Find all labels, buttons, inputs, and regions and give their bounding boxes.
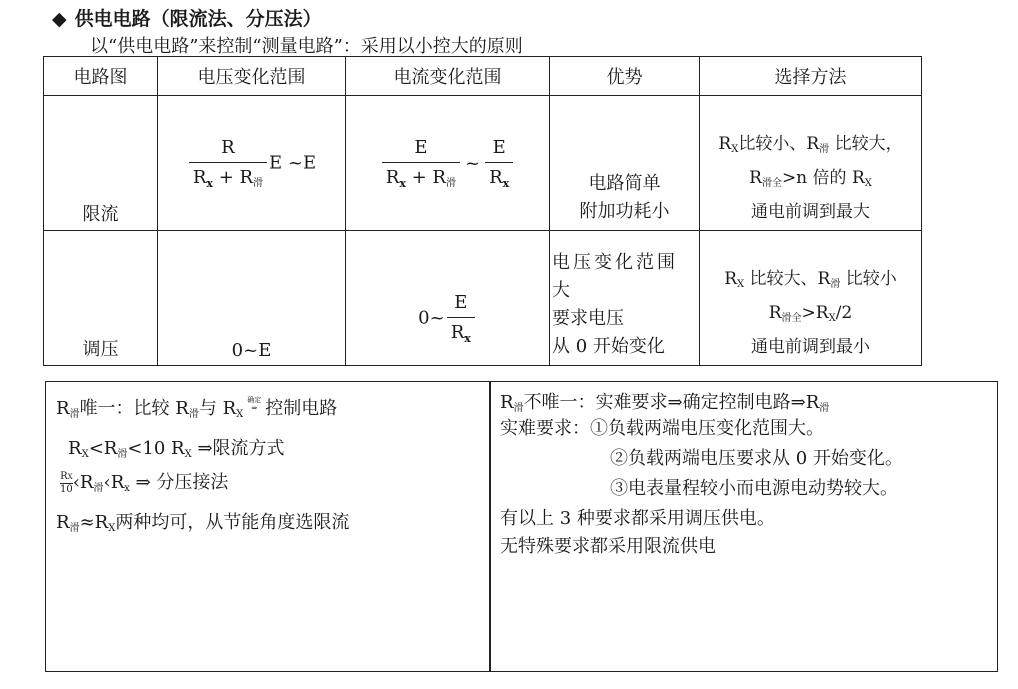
non-unique-rheostat-box [489, 381, 998, 672]
left-box-line-1: $R_滑$唯一：比较 $R_滑$与 $R_X$确定 ⇒ 控制电路 [56, 396, 338, 420]
right-box-line-4: ③电表量程较小而电源电动势较大。 [610, 478, 898, 499]
left-box-line-4: $R_滑\approx R_X$两种均可，从节能角度选限流 [56, 512, 350, 534]
fraction: $\frac{E}{R_x}$ [485, 137, 513, 190]
table-row-voltage-divider [44, 231, 922, 366]
fraction: $\frac{E}{R_x + R_滑}$ [382, 137, 460, 190]
right-box-line-3: ②负载两端电压要求从 0 开始变化。 [610, 448, 903, 469]
row-label: 限流 [44, 96, 158, 231]
determine-arrow-icon: 确定 ⇒ [247, 396, 262, 412]
section-heading [52, 4, 322, 31]
subtitle: 以“供电电路”来控制“测量电路”：采用以小控大的原则 [90, 36, 523, 57]
left-box-line-2: $R_X<R_滑<10$ $R_X$ ⇒限流方式 [68, 438, 285, 460]
voltage-range-formula: $\frac{R}{R_x + R_滑}$ E ~E [158, 96, 346, 231]
selection-cell: $R_X$比较小、$R_滑$ 比较大， $R_{滑全}>n$ 倍的 $R_X$ 通电前调到最大 [700, 96, 922, 231]
comparison-table [43, 56, 922, 366]
fraction: $\frac{E}{R_x}$ [447, 292, 475, 345]
selection-cell: $R_X$ 比较大、$R_滑$ 比较小 $R_{滑全}>R_X/2$ 通电前调到最小 [700, 231, 922, 366]
heading-title: 供电电路（限流法、分压法） [74, 8, 322, 30]
right-box-line-6: 无特殊要求都采用限流供电 [500, 536, 716, 557]
current-range-formula: 0~ $\frac{E}{R_x}$ [346, 231, 550, 366]
voltage-range-formula: 0~E [158, 231, 346, 366]
fraction: $\frac{R}{R_x + R_滑}$ [189, 137, 267, 190]
header-voltage-range: 电压变化范围 [158, 57, 346, 96]
left-box-line-3: $\frac{RX}{10}$ $‹R_滑‹R_x$ ⇒ 分压接法 [60, 471, 229, 495]
row-label: 调压 [44, 231, 158, 366]
current-range-formula: $\frac{E}{R_x + R_滑}$ ~ $\frac{E}{R_x}$ [346, 96, 550, 231]
advantage-cell: 电压变化范围大 要求电压 从 0 开始变化 [550, 231, 700, 366]
unique-rheostat-box [45, 381, 491, 672]
table-row-current-limit [44, 96, 922, 231]
right-box-line-1: $R_滑$不唯一：实难要求⇒确定控制电路$\Rightarrow R_滑$ [500, 392, 830, 414]
advantage-cell: 电路简单 附加功耗小 [550, 96, 700, 231]
header-advantage: 优势 [550, 57, 700, 96]
right-box-line-5: 有以上 3 种要求都采用调压供电。 [500, 508, 775, 529]
header-circuit: 电路图 [44, 57, 158, 96]
table-header-row [44, 57, 922, 96]
header-selection: 选择方法 [700, 57, 922, 96]
diamond-bullet-icon: ◆ [52, 8, 67, 30]
right-box-line-2: 实难要求：①负载两端电压变化范围大。 [500, 418, 824, 439]
header-current-range: 电流变化范围 [346, 57, 550, 96]
fraction: $\frac{RX}{10}$ [60, 471, 73, 495]
